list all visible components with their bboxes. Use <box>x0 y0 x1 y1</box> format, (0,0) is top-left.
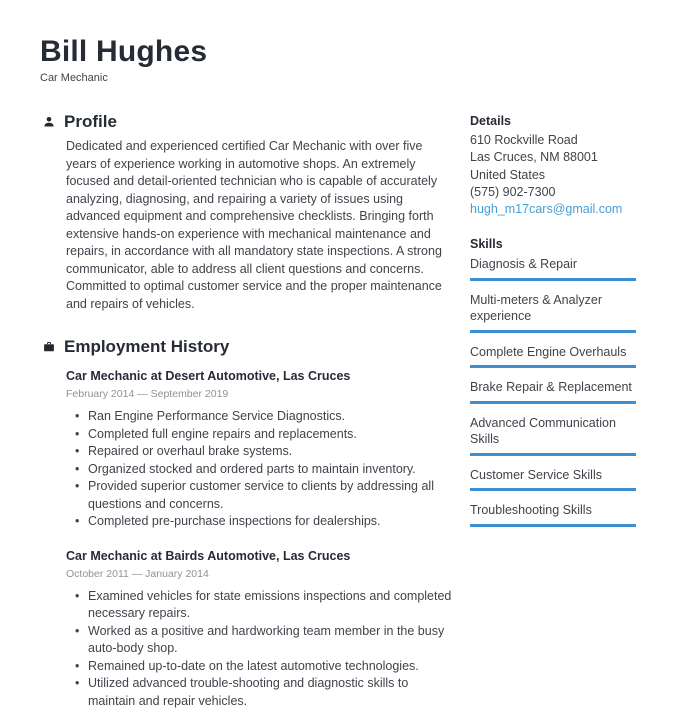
job-bullet: • Repaired or overhaul brake systems. <box>66 443 456 461</box>
skill-item <box>470 379 636 404</box>
job-bullet-list <box>66 588 456 710</box>
job-bullet: • Completed pre-purchase inspections for dealerships. <box>66 513 456 531</box>
details-section <box>470 113 636 218</box>
skill-label: Advanced Communication Skills <box>470 415 636 448</box>
skill-item <box>470 502 636 527</box>
skill-item <box>470 415 636 456</box>
skill-level-bar <box>470 453 636 456</box>
job-bullet: • Organized stocked and ordered parts to maintain inventory. <box>66 461 456 479</box>
job-bullet: • Utilized advanced trouble-shooting and diagnostic skills to maintain and repair vehicles. <box>66 675 456 710</box>
skill-item <box>470 467 636 492</box>
job-entry <box>66 368 456 531</box>
job-bullet: • Provided superior customer service to clients by addressing all questions and concerns. <box>66 478 456 513</box>
email-link[interactable]: hugh_m17cars@gmail.com <box>470 201 622 218</box>
skills-heading: Skills <box>470 236 636 253</box>
skill-level-bar <box>470 330 636 333</box>
skill-label: Complete Engine Overhauls <box>470 344 636 361</box>
profile-section-header <box>40 111 456 133</box>
job-title: Car Mechanic at Bairds Automotive, Las Cruces <box>66 548 456 565</box>
skill-level-bar <box>470 365 636 368</box>
job-bullet: • Ran Engine Performance Service Diagnostics. <box>66 408 456 426</box>
resume-header <box>40 36 640 85</box>
job-bullet-list <box>66 408 456 531</box>
briefcase-icon <box>43 341 55 353</box>
job-bullet: • Examined vehicles for state emissions inspections and completed necessary repairs. <box>66 588 456 623</box>
candidate-job-title: Car Mechanic <box>40 72 640 85</box>
candidate-name: Bill Hughes <box>40 36 640 68</box>
address-line-1: 610 Rockville Road <box>470 132 636 149</box>
job-title: Car Mechanic at Desert Automotive, Las Cruces <box>66 368 456 385</box>
skills-section <box>470 236 636 527</box>
address-line-2: Las Cruces, NM 88001 <box>470 149 636 166</box>
skill-label: Diagnosis & Repair <box>470 256 636 273</box>
skill-level-bar <box>470 524 636 527</box>
job-bullet: • Remained up-to-date on the latest automotive technologies. <box>66 658 456 676</box>
employment-heading: Employment History <box>64 336 229 358</box>
skill-label: Multi-meters & Analyzer experience <box>470 292 636 325</box>
phone-number: (575) 902-7300 <box>470 184 636 201</box>
skill-level-bar <box>470 278 636 281</box>
employment-section <box>40 336 456 710</box>
details-heading: Details <box>470 113 636 130</box>
profile-heading: Profile <box>64 111 117 133</box>
main-column <box>40 111 456 710</box>
profile-text: Dedicated and experienced certified Car Mechanic with over five years of experience working in automotive shops. An extremely focused and detail-oriented technician who is capable of accurately analyzing, diagnosing, and repairing a variety of issues using advanced equipment and comprehensive checklists. Bringing forth extensive hands-on experience with mechanical maintenance and repairs, in accordance with all mandatory state inspections. A strong communicator, able to address all client questions and concerns. Committed to optimal customer service and the proper maintenance and repairs of vehicles. <box>66 138 456 313</box>
job-entry <box>66 548 456 710</box>
skill-item <box>470 344 636 369</box>
address-country: United States <box>470 167 636 184</box>
skill-level-bar <box>470 488 636 491</box>
job-bullet: • Completed full engine repairs and replacements. <box>66 426 456 444</box>
skill-label: Customer Service Skills <box>470 467 636 484</box>
job-bullet: • Worked as a positive and hardworking team member in the busy auto-body shop. <box>66 623 456 658</box>
skill-label: Brake Repair & Replacement <box>470 379 636 396</box>
job-dates: February 2014 — September 2019 <box>66 387 456 401</box>
job-dates: October 2011 — January 2014 <box>66 567 456 581</box>
employment-entries <box>66 368 456 710</box>
sidebar-column <box>470 111 636 710</box>
resume-body <box>40 111 640 710</box>
profile-section <box>40 111 456 313</box>
skill-item <box>470 292 636 333</box>
skill-level-bar <box>470 401 636 404</box>
person-icon <box>43 116 55 128</box>
skill-item <box>470 256 636 281</box>
skill-label: Troubleshooting Skills <box>470 502 636 519</box>
employment-section-header <box>40 336 456 358</box>
